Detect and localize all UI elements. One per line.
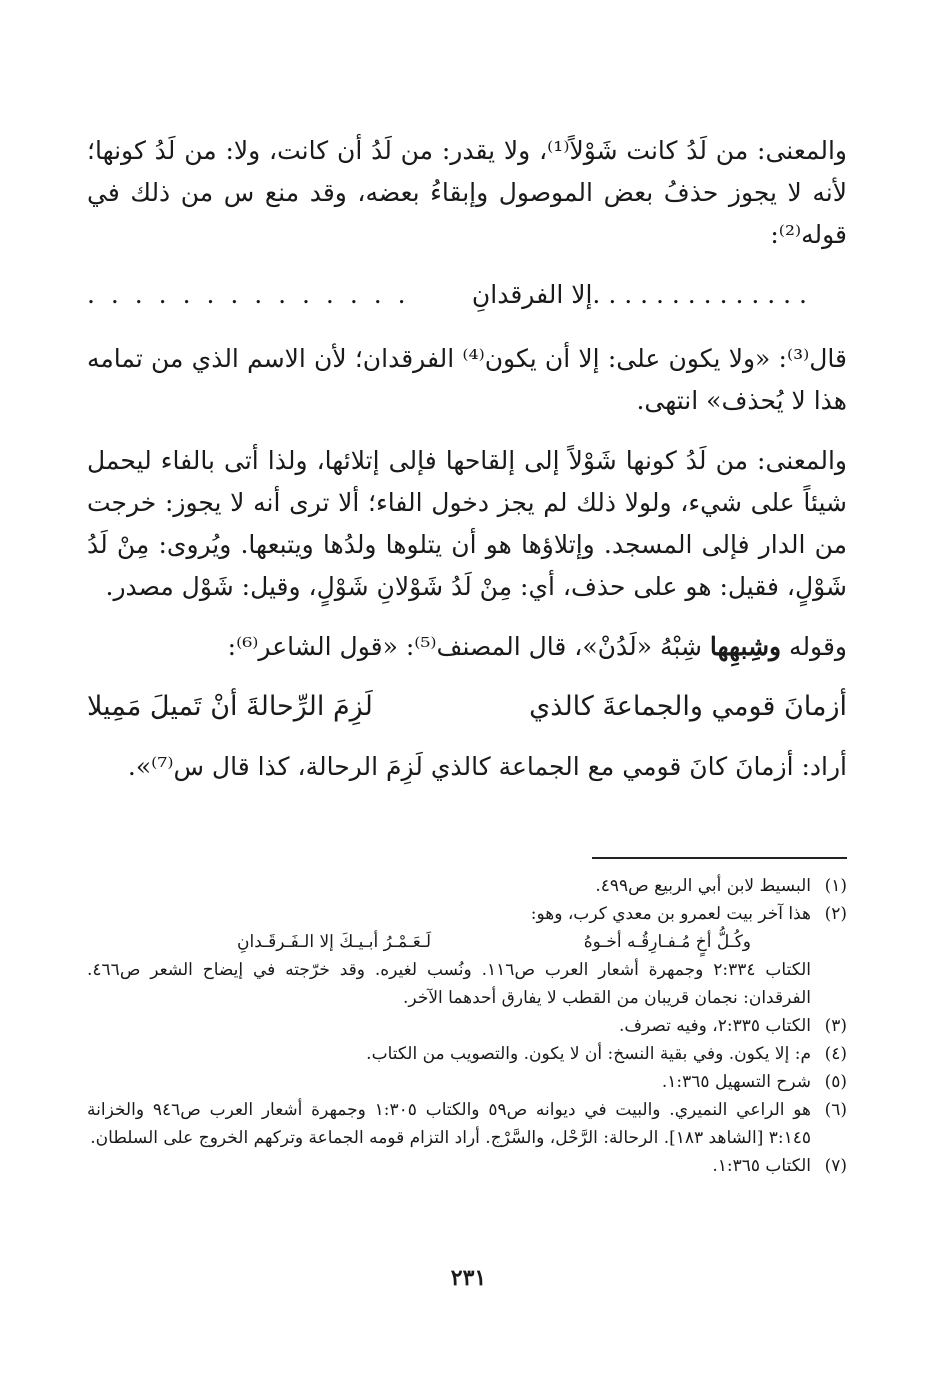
paragraph-4-rest: شِبْهُ «لَدُنْ»، قال المصنف⁽⁵⁾: «قول الشاعر⁽⁶⁾: [227, 632, 710, 661]
footnote-7 [87, 1152, 847, 1180]
footnote-text: شرح التسهيل ١:٣٦٥. [661, 1072, 811, 1092]
verse-fragment-right: . . . . . . . . . . . . . .إلا الفرقدانِ [471, 280, 807, 309]
verse-second-hemistich: لَزِمَ الرِّحالةَ أنْ تَميلَ مَمِيلا [87, 691, 373, 722]
paragraph-1: والمعنى: من لَدُ كانت شَوْلاً⁽¹⁾، ولا يقدر: من لَدُ أن كانت، ولا: من لَدُ كونها؛ لأنه لا يجوز حذفُ بعض الموصول وإبقاءُ بعضه، وقد منع س من ذلك في قوله⁽²⁾: [87, 136, 847, 249]
verse-first-hemistich: أزمانَ قومي والجماعةَ كالذي [529, 691, 847, 722]
footnote-verse-first: وكُـلُّ أخٍ مُـفـارِقُـه أخـوهُ [583, 932, 751, 952]
paragraph-4-prefix: وقوله [781, 632, 847, 661]
footnote-separator [592, 857, 847, 859]
paragraph-4-bold: وشِبهِها [709, 632, 782, 661]
verse-fragment [87, 274, 847, 316]
footnote-number: (٦) [824, 1100, 847, 1120]
footnote-5 [87, 1068, 847, 1096]
footnote-number: (٢) [824, 904, 847, 924]
footnote-number: (٥) [824, 1072, 847, 1092]
footnote-2 [87, 900, 847, 1012]
footnote-text: الكتاب ٢:٣٣٥، وفيه تصرف. [618, 1016, 811, 1036]
main-text [87, 130, 847, 806]
footnote-number: (١) [824, 876, 847, 896]
poetry-verse [87, 686, 847, 728]
paragraph-5: أراد: أزمانَ كانَ قومي مع الجماعة كالذي لَزِمَ الرحالة، كذا قال س⁽⁷⁾». [127, 752, 847, 781]
paragraph-4 [87, 626, 847, 668]
footnotes [87, 872, 847, 1180]
footnote-verse [87, 928, 811, 956]
footnote-4 [87, 1040, 847, 1068]
footnote-1 [87, 872, 847, 900]
footnote-number: (٧) [824, 1156, 847, 1176]
footnote-text: م: إلا يكون. وفي بقية النسخ: أن لا يكون. والتصويب من الكتاب. [366, 1044, 811, 1064]
footnote-6 [87, 1096, 847, 1152]
footnote-text: هذا آخر بيت لعمرو بن معدي كرب، وهو: [530, 904, 811, 924]
footnote-number: (٣) [824, 1016, 847, 1036]
footnote-text: الكتاب ١:٣٦٥. [712, 1156, 811, 1176]
paragraph-3: والمعنى: من لَدُ كونها شَوْلاً إلى إلقاحها فإلى إتلائها، ولذا أتى بالفاء ليحمل شيئاً على شيء، ولولا ذلك لم يجز دخول الفاء؛ ألا ترى أنه لا يجوز: خرجت من الدار فإلى المسجد. وإتلاؤها هو أن يتلوها ولدُها ويتبعها. ويُروى: مِنْ لَدُ شَوْلٍ، فقيل: هو على حذف، أي: مِنْ لَدُ شَوْلانِ شَوْلٍ، وقيل: شَوْل مصدر. [87, 446, 847, 601]
footnote-number: (٤) [824, 1044, 847, 1064]
footnote-verse-second: لَـعَـمْـرُ أبـيـكَ إلا الـفَـرقَـدانِ [237, 932, 432, 952]
verse-fragment-left: . . . . . . . . . . . . . . [87, 280, 410, 309]
page-number: ٢٣١ [450, 1265, 487, 1291]
footnote-3 [87, 1012, 847, 1040]
footnote-text-continued: الكتاب ٢:٣٣٤ وجمهرة أشعار العرب ص١١٦. ونُسب لغيره. وقد خرّجته في إيضاح الشعر ص٤٦٦. الفرقدان: نجمان قريبان من القطب لا يفارق أحدهما الآخر. [87, 960, 811, 1008]
paragraph-2: قال⁽³⁾: «ولا يكون على: إلا أن يكون⁽⁴⁾ الفرقدان؛ لأن الاسم الذي من تمامه هذا لا يُحذف» انتهى. [87, 344, 847, 415]
footnote-text: هو الراعي النميري. والبيت في ديوانه ص٥٩ والكتاب ١:٣٠٥ وجمهرة أشعار العرب ص٩٤٦ والخزانة ٣:١٤٥ [الشاهد ١٨٣]. الرحالة: الرَّحْل، والسَّرْج. أراد التزام قومه الجماعة وتركهم الخروج على السلطان. [87, 1100, 811, 1148]
footnote-text: البسيط لابن أبي الربيع ص٤٩٩. [595, 876, 811, 896]
